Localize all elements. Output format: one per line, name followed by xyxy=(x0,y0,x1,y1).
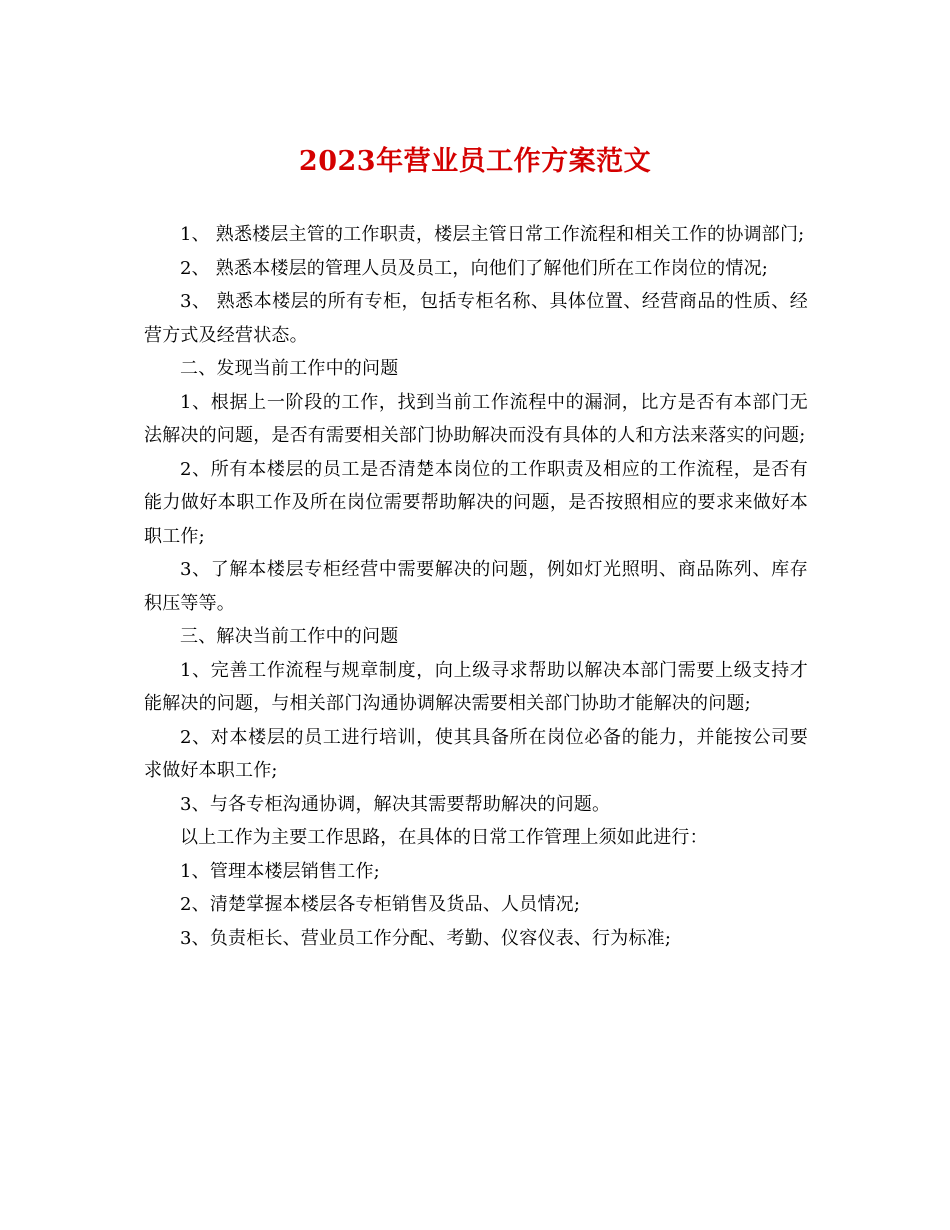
section-heading-3: 三、解决当前工作中的问题 xyxy=(180,626,399,647)
paragraph-11: 3、与各专柜沟通协调，解决其需要帮助解决的问题。 xyxy=(180,793,611,815)
paragraph-14: 2、清楚掌握本楼层各专柜销售及货品、人员情况; xyxy=(180,894,581,915)
paragraph-7: 3、了解本楼层专柜经营中需要解决的问题，例如灯光照明、商品陈列、库存积压等等。 xyxy=(144,559,808,614)
paragraph-2: 2、 熟悉本楼层的管理人员及员工，向他们了解他们所在工作岗位的情况; xyxy=(180,257,769,279)
paragraph-12: 以上工作为主要工作思路，在具体的日常工作管理上须如此进行： xyxy=(180,827,708,848)
paragraph-3: 3、 熟悉本楼层的所有专柜，包括专柜名称、具体位置、经营商品的性质、经营方式及经营状态。 xyxy=(144,291,808,346)
document-body xyxy=(144,218,808,955)
paragraph-10: 2、对本楼层的员工进行培训，使其具备所在岗位必备的能力，并能按公司要求做好本职工作; xyxy=(144,726,808,781)
section-heading-2: 二、发现当前工作中的问题 xyxy=(180,358,399,379)
paragraph-9: 1、完善工作流程与规章制度，向上级寻求帮助以解决本部门需要上级支持才能解决的问题，与相关部门沟通协调解决需要相关部门协助才能解决的问题; xyxy=(144,659,808,714)
paragraph-15: 3、负责柜长、营业员工作分配、考勤、仪容仪表、行为标准; xyxy=(180,927,672,949)
paragraph-6: 2、所有本楼层的员工是否清楚本岗位的工作职责及相应的工作流程，是否有能力做好本职工作及所在岗位需要帮助解决的问题，是否按照相应的要求来做好本职工作; xyxy=(144,458,808,547)
paragraph-13: 1、管理本楼层销售工作; xyxy=(180,860,380,882)
paragraph-1: 1、 熟悉楼层主管的工作职责，楼层主管日常工作流程和相关工作的协调部门; xyxy=(180,224,805,245)
paragraph-5: 1、根据上一阶段的工作，找到当前工作流程中的漏洞，比方是否有本部门无法解决的问题，是否有需要相关部门协助解决而没有具体的人和方法来落实的问题; xyxy=(144,391,808,446)
document-title: 2023年营业员工作方案范文 xyxy=(298,146,652,177)
